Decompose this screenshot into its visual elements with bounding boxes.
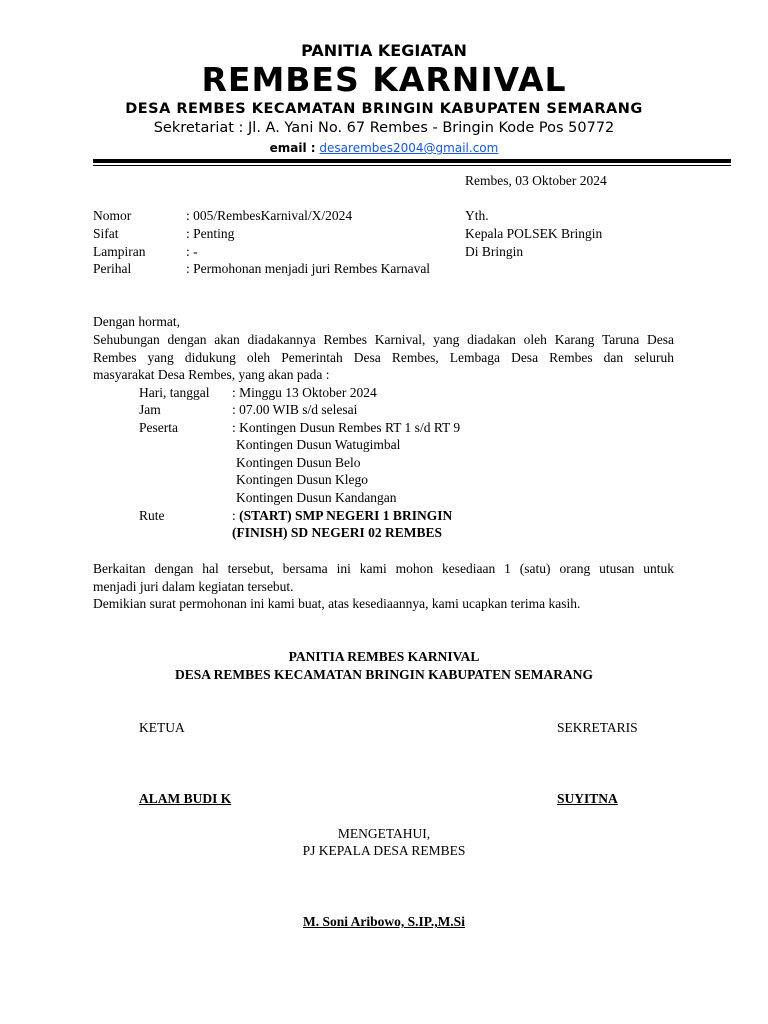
participant-item: Kontingen Dusun Watugimbal bbox=[236, 437, 401, 452]
event-title: REMBES KARNIVAL bbox=[201, 60, 567, 99]
date-place: Rembes, 03 Oktober 2024 bbox=[465, 173, 607, 188]
email-link[interactable]: desarembes2004@gmail.com bbox=[319, 141, 499, 155]
meta-label-sifat: Sifat bbox=[93, 226, 119, 241]
closing-line-1: Berkaitan dengan hal tersebut, bersama ini kami mohon kesediaan 1 (satu) orang utusan untuk bbox=[93, 561, 674, 576]
village-head-title: PJ KEPALA DESA REMBES bbox=[302, 843, 466, 858]
intro-line-3: masyarakat Desa Rembes, yang akan pada : bbox=[93, 367, 330, 382]
chair-name: ALAM BUDI K bbox=[139, 791, 232, 806]
meta-value-nomor: : 005/RembesKarnival/X/2024 bbox=[186, 208, 353, 223]
secretariat-address: Sekretariat : Jl. A. Yani No. 67 Rembes - Bringin Kode Pos 50772 bbox=[153, 120, 615, 136]
email-label: email : bbox=[269, 141, 316, 155]
detail-label-time: Jam bbox=[139, 402, 161, 417]
detail-value-day: : Minggu 13 Oktober 2024 bbox=[232, 385, 377, 400]
meta-value-lampiran: : - bbox=[186, 244, 198, 259]
route-finish: (FINISH) SD NEGERI 02 REMBES bbox=[232, 525, 443, 540]
signature-committee-line-2: DESA REMBES KECAMATAN BRINGIN KABUPATEN SEMARANG bbox=[175, 667, 593, 682]
participant-item: Kontingen Dusun Kandangan bbox=[236, 490, 397, 505]
meta-value-sifat: : Penting bbox=[186, 226, 235, 241]
detail-value-time: : 07.00 WIB s/d selesai bbox=[232, 402, 358, 417]
meta-value-perihal: : Permohonan menjadi juri Rembes Karnaval bbox=[186, 261, 431, 276]
closing-line-3: Demikian surat permohonan ini kami buat, atas kesediaannya, kami ucapkan terima kasih. bbox=[93, 596, 581, 611]
recipient-place: Di Bringin bbox=[465, 244, 524, 259]
route-colon: : bbox=[232, 508, 236, 523]
detail-label-day: Hari, tanggal bbox=[139, 385, 210, 400]
closing-line-2: menjadi juri dalam kegiatan tersebut. bbox=[93, 579, 294, 594]
acknowledge-label: MENGETAHUI, bbox=[337, 826, 431, 841]
committee-heading: PANITIA KEGIATAN bbox=[301, 41, 467, 60]
intro-line-2: Rembes yang didukung oleh Pemerintah Desa Rembes, Lembaga Desa Rembes dan seluruh bbox=[93, 350, 674, 365]
participant-item: Kontingen Dusun Klego bbox=[236, 472, 368, 487]
greeting: Dengan hormat, bbox=[93, 314, 180, 329]
route-start-line bbox=[232, 507, 452, 525]
recipient-name: Kepala POLSEK Bringin bbox=[465, 226, 603, 241]
header-rule-thick bbox=[93, 159, 731, 163]
detail-label-route: Rute bbox=[139, 508, 165, 523]
detail-label-participants: Peserta bbox=[139, 420, 178, 435]
participant-item: Kontingen Dusun Belo bbox=[236, 455, 361, 470]
chair-title: KETUA bbox=[139, 720, 185, 735]
header-rule-thin bbox=[93, 165, 731, 166]
location-line: DESA REMBES KECAMATAN BRINGIN KABUPATEN SEMARANG bbox=[125, 101, 643, 117]
village-head-name: M. Soni Aribowo, S.IP.,M.Si bbox=[303, 914, 465, 929]
meta-label-nomor: Nomor bbox=[93, 208, 132, 223]
secretary-title: SEKRETARIS bbox=[557, 720, 638, 735]
participant-item: : Kontingen Dusun Rembes RT 1 s/d RT 9 bbox=[232, 420, 461, 435]
meta-label-perihal: Perihal bbox=[93, 261, 132, 276]
signature-committee-line-1: PANITIA REMBES KARNIVAL bbox=[288, 649, 480, 664]
intro-line-1: Sehubungan dengan akan diadakannya Rembes Karnival, yang diadakan oleh Karang Taruna Desa bbox=[93, 332, 674, 347]
route-start: (START) SMP NEGERI 1 BRINGIN bbox=[239, 508, 453, 523]
meta-label-lampiran: Lampiran bbox=[93, 244, 146, 259]
secretary-name: SUYITNA bbox=[557, 791, 618, 806]
recipient-yth: Yth. bbox=[465, 208, 489, 223]
email-line bbox=[0, 141, 768, 155]
